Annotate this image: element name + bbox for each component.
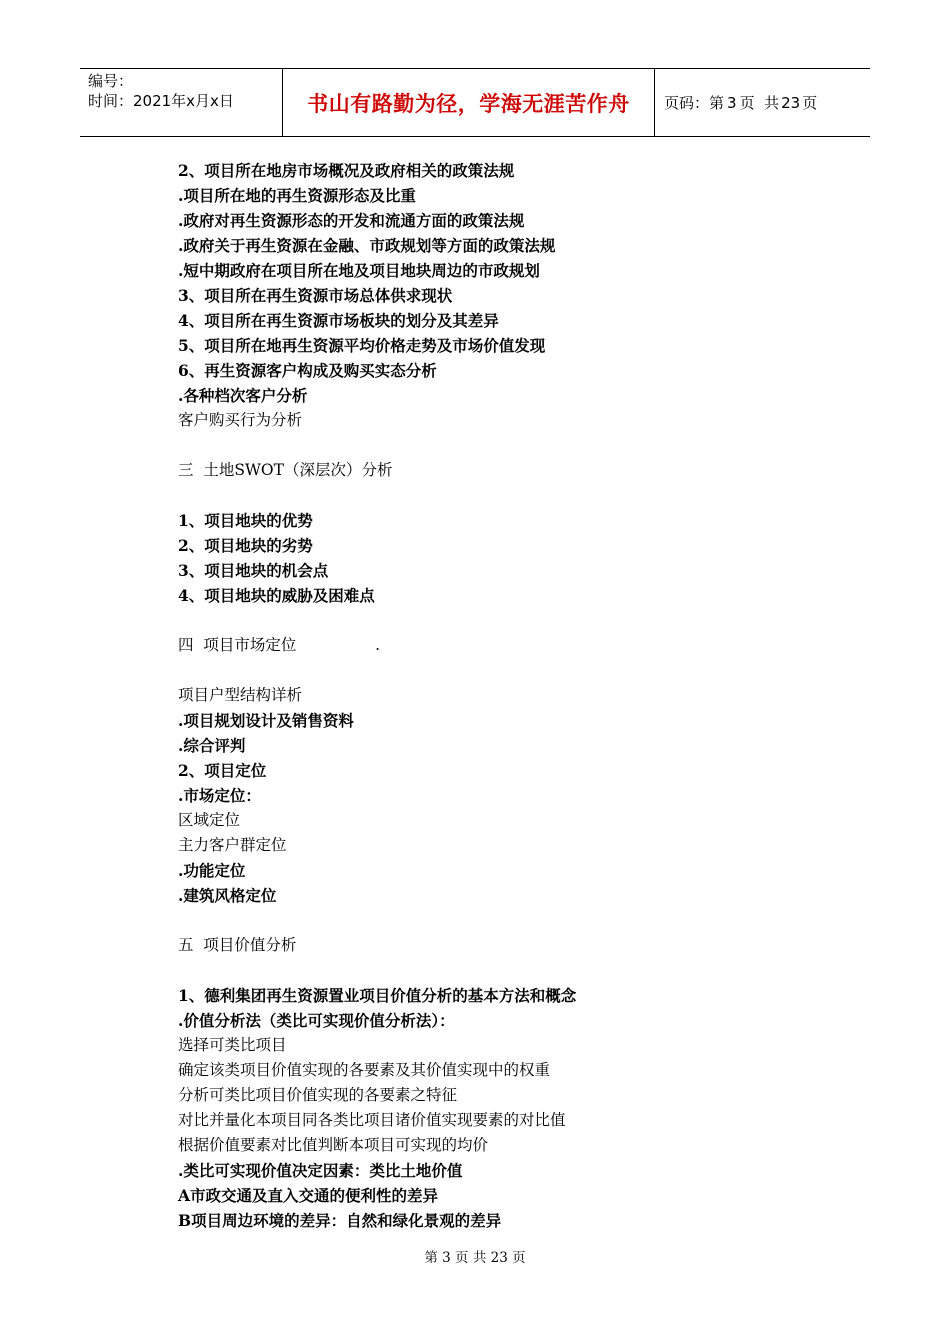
list-item: 客户购买行为分析: [178, 411, 303, 429]
list-item: 3、项目所在再生资源市场总体供求现状: [178, 286, 453, 305]
list-item: 4、项目所在再生资源市场板块的划分及其差异: [178, 311, 499, 330]
list-item: 确定该类项目价值实现的各要素及其价值实现中的权重: [178, 1061, 551, 1079]
list-item: 根据价值要素对比值判断本项目可实现的均价: [178, 1136, 489, 1154]
list-item: 2、项目定位: [178, 761, 267, 780]
list-item: 主力客户群定位: [178, 836, 287, 854]
list-item: 2、项目地块的劣势: [178, 536, 313, 555]
header-motto: 书山有路勤为径，学海无涯苦作舟: [282, 69, 655, 136]
header-meta: [80, 69, 282, 136]
list-item: 1、德利集团再生资源置业项目价值分析的基本方法和概念: [178, 986, 577, 1005]
list-item: 4、项目地块的威胁及困难点: [178, 586, 375, 605]
list-item: 6、再生资源客户构成及购买实态分析: [178, 361, 437, 380]
list-item: 2、项目所在地房市场概况及政府相关的政策法规: [178, 161, 515, 180]
list-item: .建筑风格定位: [178, 886, 277, 905]
page-mid: 页 共: [739, 94, 780, 112]
list-item: 选择可类比项目: [178, 1036, 287, 1054]
list-item: .市场定位：: [178, 786, 261, 805]
page-header: [80, 68, 870, 137]
document-number-label: 编号：: [88, 72, 134, 90]
list-item: 项目户型结构详析: [178, 686, 303, 704]
list-item: 3、项目地块的机会点: [178, 561, 329, 580]
list-item: .短中期政府在项目所在地及项目地块周边的市政规划: [178, 261, 540, 280]
list-item: 分析可类比项目价值实现的各要素之特征: [178, 1086, 458, 1104]
section-heading: 四 项目市场定位 .: [178, 636, 381, 654]
list-item: .综合评判: [178, 736, 246, 755]
list-item: .项目规划设计及销售资料: [178, 711, 354, 730]
list-item: 1、项目地块的优势: [178, 511, 313, 530]
list-item: 区域定位: [178, 811, 241, 829]
list-item: 对比并量化本项目同各类比项目诸价值实现要素的对比值: [178, 1111, 566, 1129]
list-item: .价值分析法（类比可实现价值分析法）：: [178, 1011, 455, 1030]
page-number: 3: [727, 93, 737, 112]
header-page-info: [655, 69, 870, 136]
list-item: B项目周边环境的差异：自然和绿化景观的差异: [178, 1211, 502, 1230]
page-suffix: 页: [802, 94, 818, 112]
section-heading: 三 土地SWOT（深层次）分析: [178, 461, 393, 479]
list-item: 5、项目所在地再生资源平均价格走势及市场价值发现: [178, 336, 546, 355]
document-body: [178, 158, 818, 1233]
list-item: .项目所在地的再生资源形态及比重: [178, 186, 416, 205]
section-heading: 五 项目价值分析: [178, 936, 297, 954]
page-total: 23: [781, 93, 801, 112]
list-item: .功能定位: [178, 861, 246, 880]
list-item: .政府对再生资源形态的开发和流通方面的政策法规: [178, 211, 525, 230]
page-footer: 第 3 页 共 23 页: [424, 1250, 526, 1266]
list-item: .政府关于再生资源在金融、市政规划等方面的政策法规: [178, 236, 556, 255]
page-prefix: 页码：第: [664, 94, 725, 112]
document-time: 时间：2021年x月x日: [88, 92, 234, 110]
list-item: .各种档次客户分析: [178, 386, 308, 405]
list-item: A市政交通及直入交通的便利性的差异: [178, 1186, 439, 1205]
list-item: .类比可实现价值决定因素：类比土地价值: [178, 1161, 463, 1180]
